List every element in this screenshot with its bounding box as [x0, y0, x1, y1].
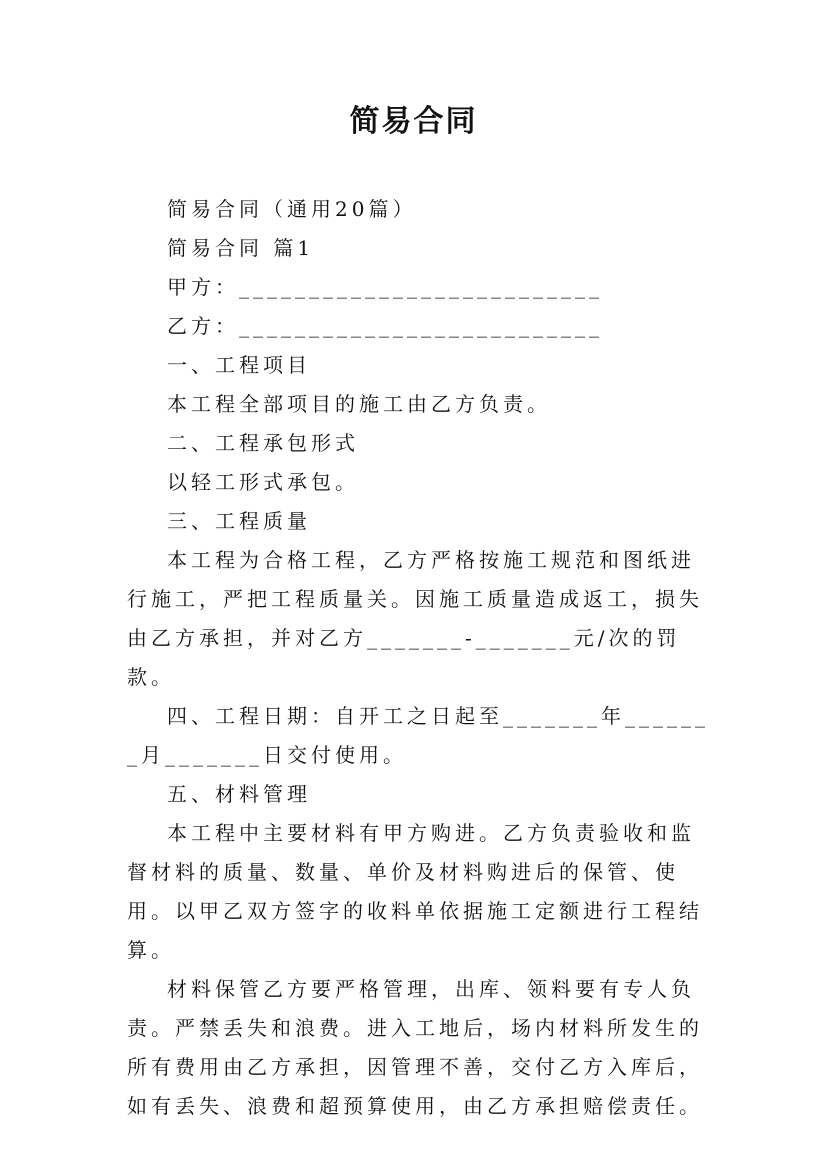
clause-paragraph: 以轻工形式承包。	[167, 470, 359, 494]
party-a-line: 甲方：__________________________	[167, 275, 603, 299]
clause-paragraph: 四、工程日期：自开工之日起至_______年_______月_______日交付使用。	[127, 704, 709, 767]
clause-heading: 三、工程质量	[167, 509, 311, 533]
document-title: 简易合同	[349, 104, 478, 139]
clause-heading: 五、材料管理	[167, 782, 311, 806]
clause-paragraph: 本工程为合格工程，乙方严格按施工规范和图纸进行施工，严把工程质量关。因施工质量造成返工，损失由乙方承担，并对乙方_______-_______元/次的罚款。	[127, 548, 703, 689]
clause-paragraph: 材料保管乙方要严格管理，出库、领料要有专人负责。严禁丢失和浪费。进入工地后，场内材料所发生的所有费用由乙方承担，因管理不善，交付乙方入库后，如有丢失、浪费和超预算使用，由乙方承担赔偿责任。	[127, 977, 703, 1118]
section-heading: 简易合同 篇1	[167, 236, 315, 260]
clause-heading: 一、工程项目	[167, 353, 311, 377]
clause-heading: 二、工程承包形式	[167, 431, 359, 455]
party-b-line: 乙方：__________________________	[167, 314, 603, 338]
clause-paragraph: 本工程中主要材料有甲方购进。乙方负责验收和监督材料的质量、数量、单价及材料购进后的保管、使用。以甲乙双方签字的收料单依据施工定额进行工程结算。	[127, 821, 703, 962]
document-body	[127, 190, 717, 1126]
document-subtitle: 简易合同（通用20篇）	[167, 197, 417, 221]
clause-paragraph: 本工程全部项目的施工由乙方负责。	[167, 392, 551, 416]
